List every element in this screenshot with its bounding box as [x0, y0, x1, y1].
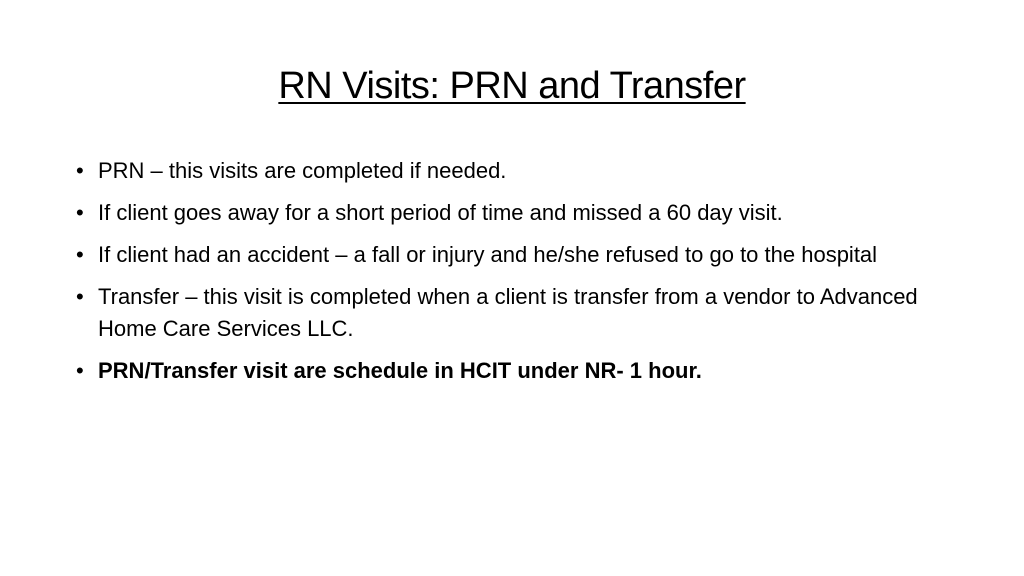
bullet-item	[74, 239, 954, 271]
bullet-item	[74, 281, 954, 345]
bullet-text: Transfer – this visit is completed when a client is transfer from a vendor to Advanced Home Care Services LLC.	[98, 284, 918, 341]
bullet-item	[74, 155, 954, 187]
bullet-dot-icon: •	[76, 242, 84, 267]
bullet-dot-icon: •	[76, 284, 84, 309]
bullet-text: PRN – this visits are completed if needed.	[98, 158, 507, 183]
bullet-dot-icon: •	[76, 200, 84, 225]
bullet-dot-icon: •	[76, 158, 84, 183]
slide-title-text: RN Visits: PRN and Transfer	[278, 65, 746, 107]
bullet-list	[74, 155, 954, 397]
bullet-text: If client had an accident – a fall or injury and he/she refused to go to the hospital	[98, 242, 878, 267]
slide-title	[0, 62, 1024, 110]
bullet-text: If client goes away for a short period of time and missed a 60 day visit.	[98, 200, 783, 225]
bullet-text: PRN/Transfer visit are schedule in HCIT under NR- 1 hour.	[98, 358, 702, 383]
bullet-item-emphasis	[74, 355, 954, 387]
bullet-item	[74, 197, 954, 229]
bullet-dot-icon: •	[76, 358, 84, 383]
